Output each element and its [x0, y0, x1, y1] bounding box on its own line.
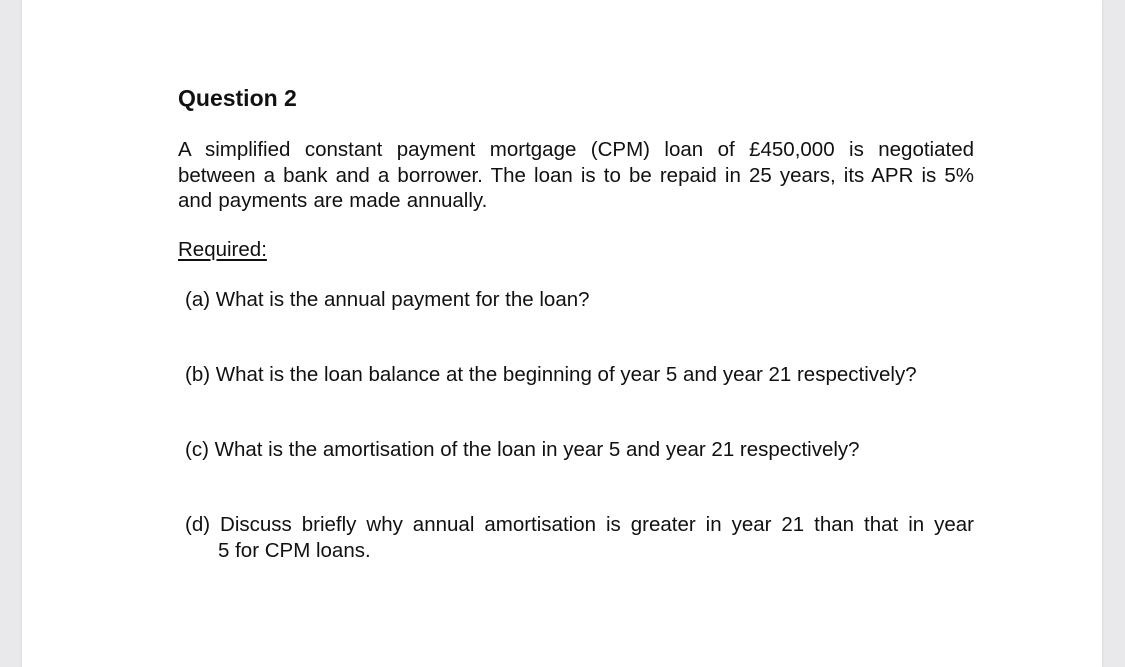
question-part-a: (a) What is the annual payment for the loan? [185, 288, 590, 311]
question-part-d-line1: (d) Discuss briefly why annual amortisation is greater in year 21 than that in year [185, 513, 974, 536]
question-part-b: (b) What is the loan balance at the beginning of year 5 and year 21 respectively? [185, 363, 917, 386]
question-intro: A simplified constant payment mortgage (CPM) loan of £450,000 is negotiated between a bank and a borrower. The loan is to be repaid in 25 years, its APR is 5% and payments are made annually. [178, 138, 974, 212]
question-part-d-line2: 5 for CPM loans. [218, 538, 371, 562]
required-label: Required: [178, 238, 267, 261]
question-title: Question 2 [178, 85, 297, 111]
document-page [22, 0, 1102, 667]
question-part-c: (c) What is the amortisation of the loan in year 5 and year 21 respectively? [185, 438, 860, 461]
question-part-d [185, 512, 974, 563]
